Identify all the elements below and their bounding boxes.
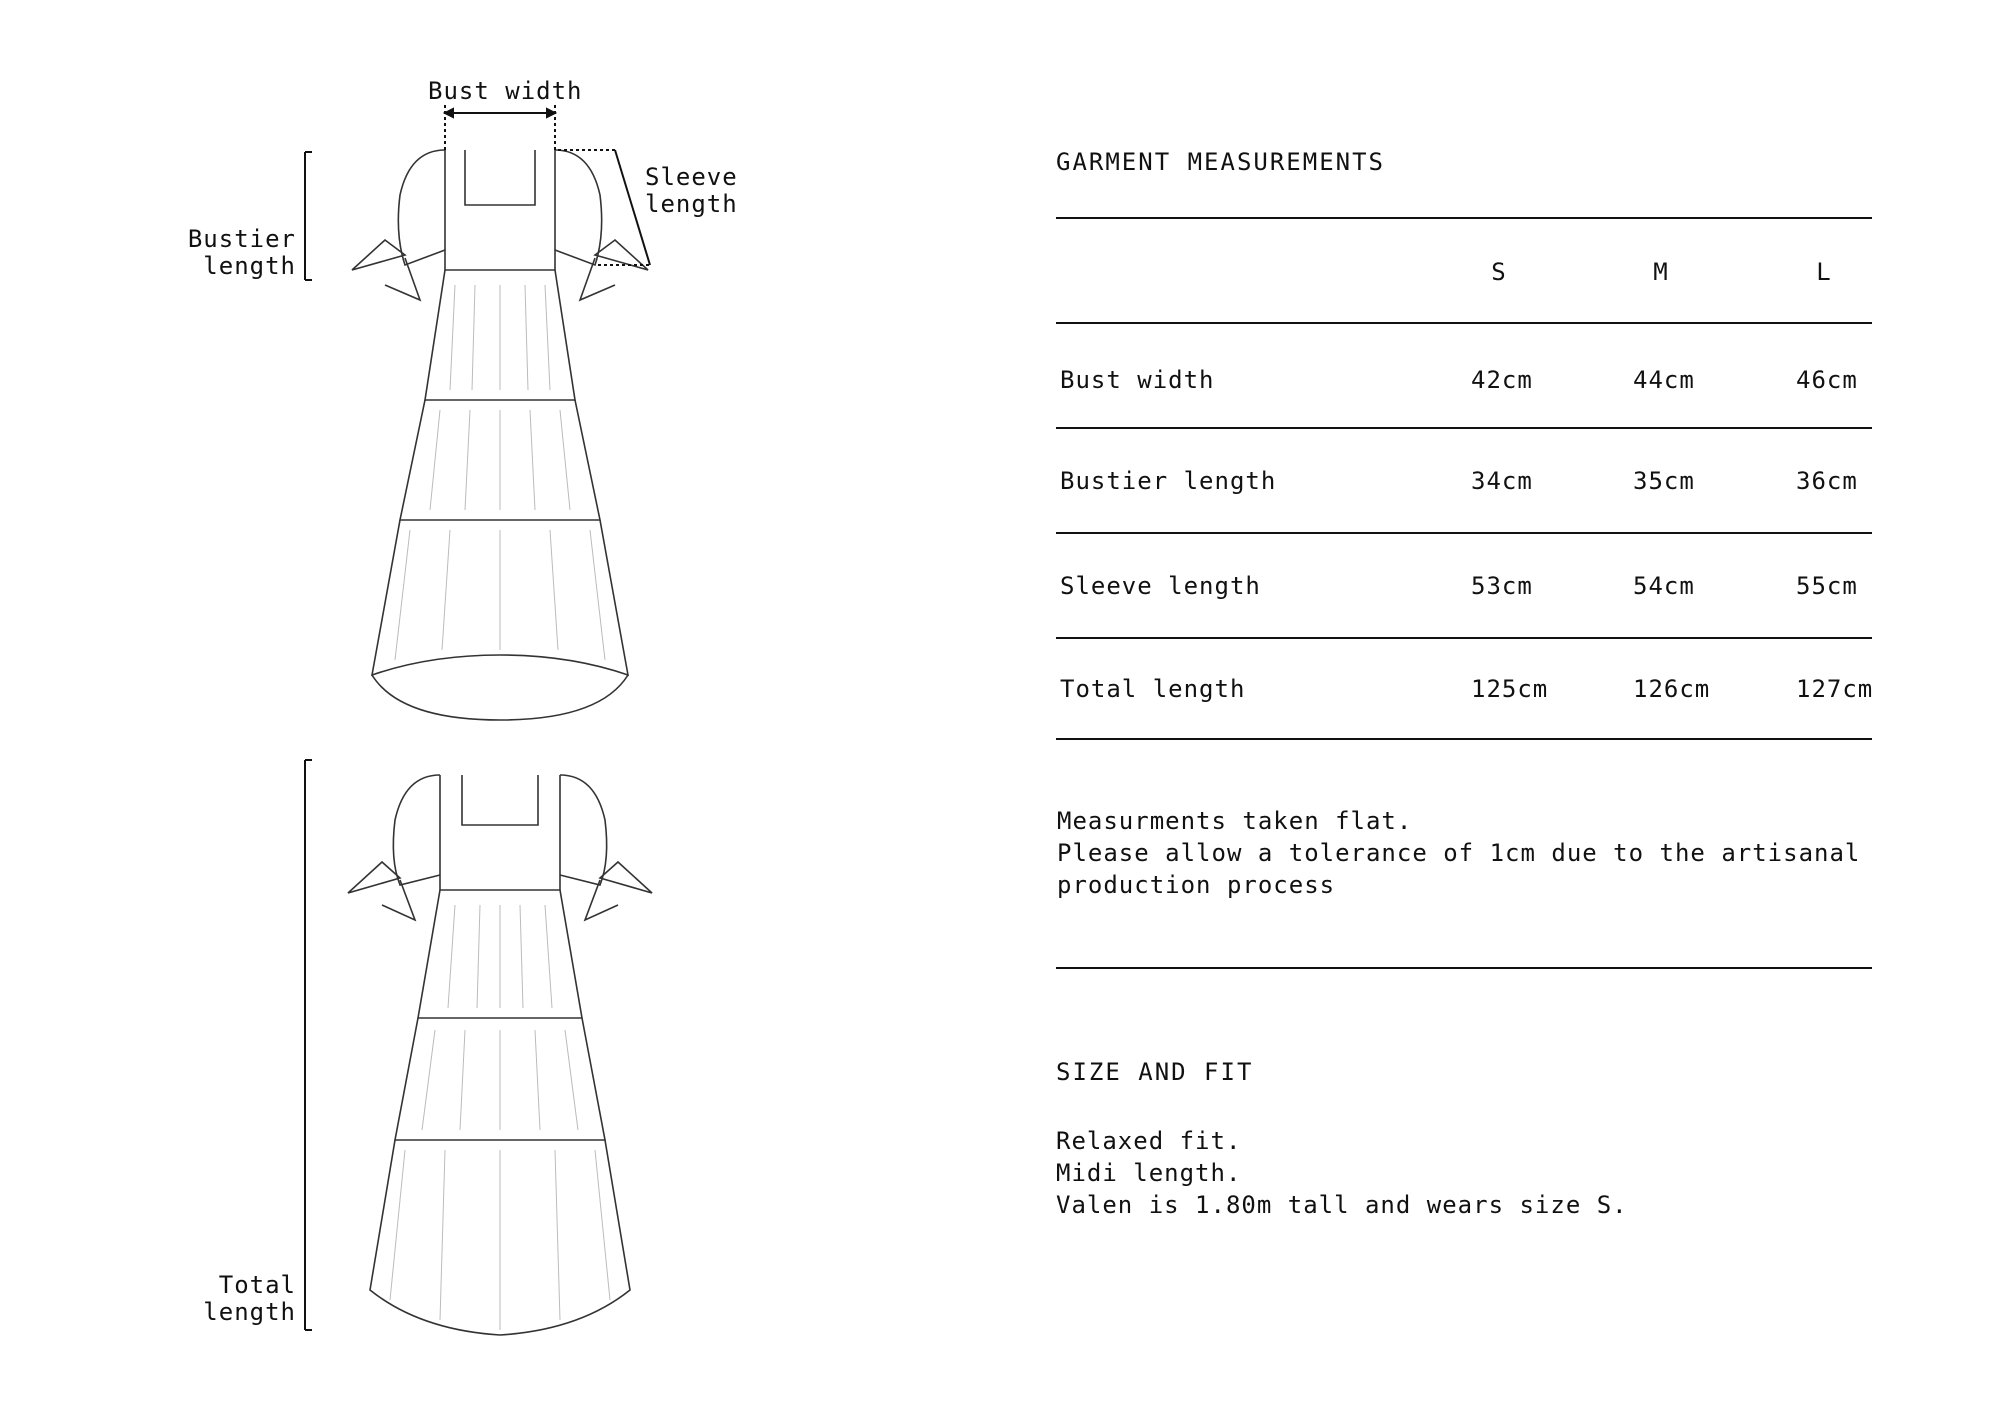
- measurement-notes: Measurments taken flat. Please allow a tolerance of 1cm due to the artisanal production process: [1057, 807, 1861, 899]
- sleeve-length-label: Sleeve length: [645, 163, 738, 218]
- rule-top: [1056, 217, 1872, 219]
- row-value-m: 44cm: [1633, 366, 1695, 394]
- size-header-l: L: [1816, 258, 1832, 286]
- rule-header: [1056, 322, 1872, 324]
- row-value-s: 34cm: [1471, 467, 1533, 495]
- row-label: Total length: [1060, 675, 1246, 703]
- size-and-fit-title: SIZE AND FIT: [1056, 1058, 1254, 1086]
- row-value-m: 54cm: [1633, 572, 1695, 600]
- row-divider: [1056, 532, 1872, 534]
- row-value-s: 53cm: [1471, 572, 1533, 600]
- rule-bottom: [1056, 738, 1872, 740]
- total-length-label: Total length: [203, 1271, 296, 1326]
- measurement-lines: [305, 105, 650, 1330]
- row-value-m: 126cm: [1633, 675, 1711, 703]
- row-value-m: 35cm: [1633, 467, 1695, 495]
- row-value-l: 46cm: [1796, 366, 1858, 394]
- size-header-s: S: [1491, 258, 1507, 286]
- dress-bottom-sketch: [348, 775, 652, 1335]
- bustier-length-label: Bustier length: [187, 225, 296, 280]
- size-header-m: M: [1653, 258, 1669, 286]
- row-label: Sleeve length: [1060, 572, 1261, 600]
- row-label: Bustier length: [1060, 467, 1277, 495]
- row-value-l: 36cm: [1796, 467, 1858, 495]
- row-divider: [1056, 427, 1872, 429]
- dress-top-sketch: [352, 150, 648, 720]
- row-value-l: 55cm: [1796, 572, 1858, 600]
- notes-divider: [1056, 967, 1872, 969]
- row-value-l: 127cm: [1796, 675, 1874, 703]
- fit-details: Relaxed fit. Midi length. Valen is 1.80m tall and wears size S.: [1056, 1127, 1628, 1219]
- row-value-s: 125cm: [1471, 675, 1549, 703]
- row-divider: [1056, 637, 1872, 639]
- garment-measurements-title: GARMENT MEASUREMENTS: [1056, 148, 1385, 176]
- row-label: Bust width: [1060, 366, 1215, 394]
- row-value-s: 42cm: [1471, 366, 1533, 394]
- bust-width-label: Bust width: [428, 77, 583, 105]
